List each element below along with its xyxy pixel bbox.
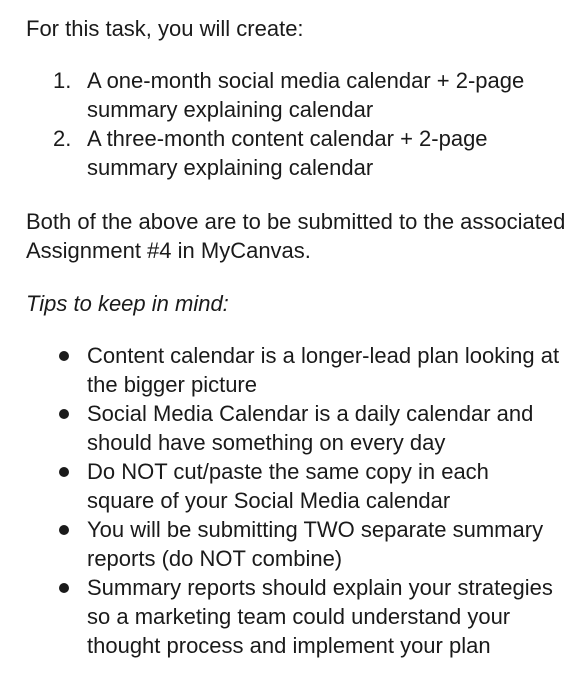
bullet-icon [59,409,69,419]
tip-text: Content calendar is a longer-lead plan looking at the bigger picture [87,343,560,397]
bullet-icon [59,467,69,477]
tip-item [0,515,560,573]
task-text: A three-month content calendar + 2-page summary explaining calendar [87,126,488,180]
intro-text: For this task, you will create: [26,16,304,41]
bullet-icon [59,525,69,535]
tip-item [0,341,560,399]
task-list [0,66,560,182]
tips-list [0,341,560,660]
tip-item [0,457,560,515]
task-number: 1. [53,68,72,93]
task-text: A one-month social media calendar + 2-page summary explaining calendar [87,68,525,122]
bullet-icon [59,351,69,361]
tip-item [0,573,560,660]
bullet-icon [59,583,69,593]
task-item [0,124,560,182]
tip-text: Do NOT cut/paste the same copy in each square of your Social Media calendar [87,459,489,513]
task-number: 2. [53,126,72,151]
tip-item [0,399,560,457]
task-item [0,66,560,124]
tips-heading: Tips to keep in mind: [26,291,229,316]
tip-text: You will be submitting TWO separate summary reports (do NOT combine) [87,517,544,571]
tip-text: Social Media Calendar is a daily calendar and should have something on every day [87,401,534,455]
tip-text: Summary reports should explain your strategies so a marketing team could understand your thought process and implement your plan [87,575,553,658]
submission-note: Both of the above are to be submitted to the associated Assignment #4 in MyCanvas. [26,209,566,263]
